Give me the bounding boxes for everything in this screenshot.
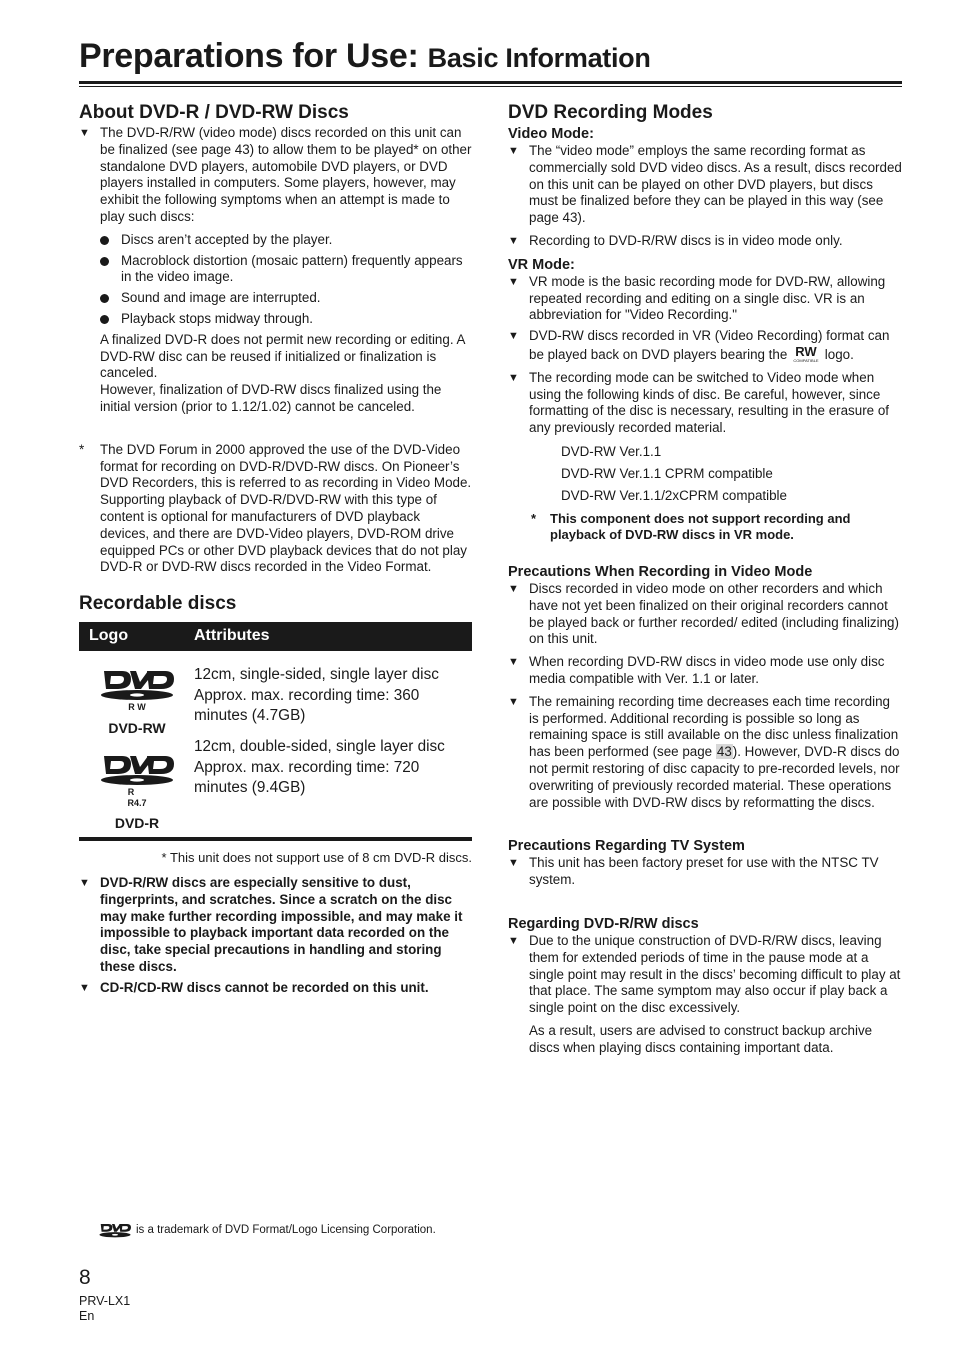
version-item: DVD-RW Ver.1.1/2xCPRM compatible: [561, 487, 787, 503]
page-ref-link[interactable]: 43: [716, 744, 732, 760]
dvd-r-caption: DVD-R: [114, 814, 160, 831]
recordable-table: [79, 622, 472, 841]
col-logo: Logo: [89, 627, 129, 645]
finalized-note-1: A finalized DVD-R does not permit new recording or editing. A DVD-RW disc can be reused if initialized or finalization is canceled.: [100, 331, 465, 381]
prec-video-item: ▼ When recording DVD-RW discs in video mode use only disc media compatible with Ver. 1.1 or later.: [508, 654, 902, 688]
finalized-note-2: However, finalization of DVD-RW discs finalized using the initial version (prior to 1.12/1.02) cannot be canceled.: [100, 382, 442, 414]
dvd-r-logo-mark2: R4.7: [127, 798, 147, 809]
vr-mode-heading: VR Mode:: [508, 256, 575, 273]
table-note: * This unit does not support use of 8 cm DVD-R discs.: [161, 850, 472, 866]
video-mode-item: ▼ The “video mode” employs the same recording format as commercially sold DVD video discs. As a result, discs recorded on this unit can be played on other DVD players, but discs must be finalized before they can be played in this way (see page 43).: [508, 143, 902, 227]
title-sub: Basic Information: [427, 43, 651, 73]
dvd-rw-logo-mark: R W: [128, 702, 146, 713]
regarding-note: As a result, users are advised to construct backup archive discs when playing discs containing important data.: [529, 1022, 873, 1055]
modes-heading: DVD Recording Modes: [508, 102, 713, 123]
table-header: [79, 622, 472, 651]
prec-video-heading: Precautions When Recording in Video Mode: [508, 563, 813, 580]
prec-tv-item: ▼ This unit has been factory preset for use with the NTSC TV system.: [508, 855, 902, 889]
vr-item: [508, 328, 902, 364]
version-item: DVD-RW Ver.1.1: [561, 443, 662, 459]
language-code: En: [79, 1309, 95, 1323]
rw-compatible-logo-icon: [791, 345, 821, 363]
title-main: Preparations for Use:: [79, 37, 419, 75]
trademark-text: is a trademark of DVD Format/Logo Licensing Corporation.: [136, 1224, 436, 1236]
prec-video-3-end: ). However, DVD-R discs do not permit restoring of disc capacity to pre-recorded levels, nor overwriting of previously recorded material. These operations are possible with DVD-RW discs by reformatting the discs.: [529, 744, 900, 810]
vr-item-2-text: DVD-RW discs recorded in VR (Video Recording) format can be played back on DVD players bearing the: [529, 328, 890, 362]
dvd-logo-icon: [99, 1222, 131, 1238]
trademark-note: [99, 1222, 436, 1238]
prec-video-item: [508, 694, 902, 812]
regarding-heading: Regarding DVD-R/RW discs: [508, 915, 699, 932]
prec-tv-heading: Precautions Regarding TV System: [508, 838, 745, 855]
rw-logo-text: RW: [795, 344, 817, 359]
forum-footnote: * The DVD Forum in 2000 approved the use of the DVD-Video format for recording on DVD-R/DVD-RW discs. On Pioneer’s DVD Recorders, this is referred to as recording in Video Mode. Supporting playback of DVD-R/DVD-RW with this type of content is optional for manufacturers of DVD playback devices, and there are DVD-Video players, DVD-ROM drive equipped PCs or other DVD playback devices that do not play DVD-R or DVD-RW discs recorded in the Video Format.: [79, 442, 472, 576]
video-mode-item: ▼ Recording to DVD-R/RW discs is in video mode only.: [508, 233, 902, 250]
warning-cd: ▼ CD-R/CD-RW discs cannot be recorded on this unit.: [79, 980, 472, 997]
table-body: [79, 651, 472, 841]
model-name: PRV-LX1: [79, 1294, 131, 1308]
symptom-item: Discs aren’t accepted by the player.: [79, 232, 472, 249]
symptom-item: Playback stops midway through.: [79, 311, 472, 328]
warning-sensitive: ▼ DVD-R/RW discs are especially sensitive to dust, fingerprints, and scratches. Since a scratch on the disc may make further recording impossible, and may make it impossible to playback important data recorded on the disc, take special precautions in handling and storing these discs.: [79, 875, 472, 976]
vr-item: ▼ The recording mode can be switched to Video mode when using the following kinds of disc. Be careful, however, since formatting of the disc is necessary, resulting in the erasure of any previously recorded material.: [508, 370, 902, 437]
dvd-rw-logo: [99, 667, 175, 737]
page-number: 8: [79, 1266, 91, 1289]
model-code: [79, 1294, 130, 1324]
about-intro: ▼ The DVD-R/RW (video mode) discs recorded on this unit can be finalized (see page 43) to allow them to be played* on other standalone DVD players, automobile DVD players, or DVD players installed in computers. Some players, however, may exhibit the following symptoms when an attempt is made to play such discs:: [79, 125, 472, 226]
dvd-logo-icon: [100, 752, 174, 808]
dvd-rw-attributes: 12cm, single-sided, single layer disc Approx. max. recording time: 360 minutes (4.7GB): [194, 666, 439, 725]
prec-video-item: ▼ Discs recorded in video mode on other recorders and which have not yet been finalized on their original recorders cannot be played back or further recorded/ edited (including finalizing) on this unit.: [508, 581, 902, 648]
dvd-r-attributes: 12cm, double-sided, single layer disc Approx. max. recording time: 720 minutes (9.4GB): [194, 738, 445, 797]
recordable-heading: Recordable discs: [79, 593, 237, 615]
col-attributes: Attributes: [194, 627, 270, 645]
vr-note: * This component does not support recording and playback of DVD-RW discs in VR mode.: [508, 511, 902, 543]
rw-logo-sub: COMPATIBLE: [793, 357, 819, 363]
version-item: DVD-RW Ver.1.1 CPRM compatible: [561, 465, 773, 481]
video-mode-heading: Video Mode:: [508, 126, 594, 142]
vr-item: ▼ VR mode is the basic recording mode for DVD-RW, allowing repeated recording and editing on a single disc. VR is an abbreviation for "Video Recording.": [508, 274, 902, 324]
dvd-logo-icon: [100, 667, 174, 713]
page-title: [79, 36, 651, 78]
dvd-r-logo-mark: R: [127, 787, 135, 798]
title-rule-thin: [79, 86, 902, 87]
dvd-r-logo: [99, 752, 175, 832]
dvd-rw-caption: DVD-RW: [108, 719, 166, 736]
left-column: [79, 101, 472, 997]
prec-video-3-text: The remaining recording time decreases each time recording is performed. Additional recording is possible so long as remaining space is still available on the disc unless finalization has been performed (see page: [529, 693, 899, 760]
title-rule-thick: [79, 81, 902, 84]
symptom-item: Sound and image are interrupted.: [79, 290, 472, 307]
regarding-item: ▼ Due to the unique construction of DVD-R/RW discs, leaving them for extended periods of time in the pause mode at a single point may result in the discs’ becoming difficult to play at that place. The same symptom may also occur if play back a single point on the disc excessively.: [508, 933, 902, 1017]
vr-item-2-end: logo.: [824, 346, 854, 362]
right-column: [508, 101, 902, 1056]
about-heading: About DVD-R / DVD-RW Discs: [79, 102, 349, 123]
symptom-item: Macroblock distortion (mosaic pattern) frequently appears in the video image.: [79, 253, 472, 287]
